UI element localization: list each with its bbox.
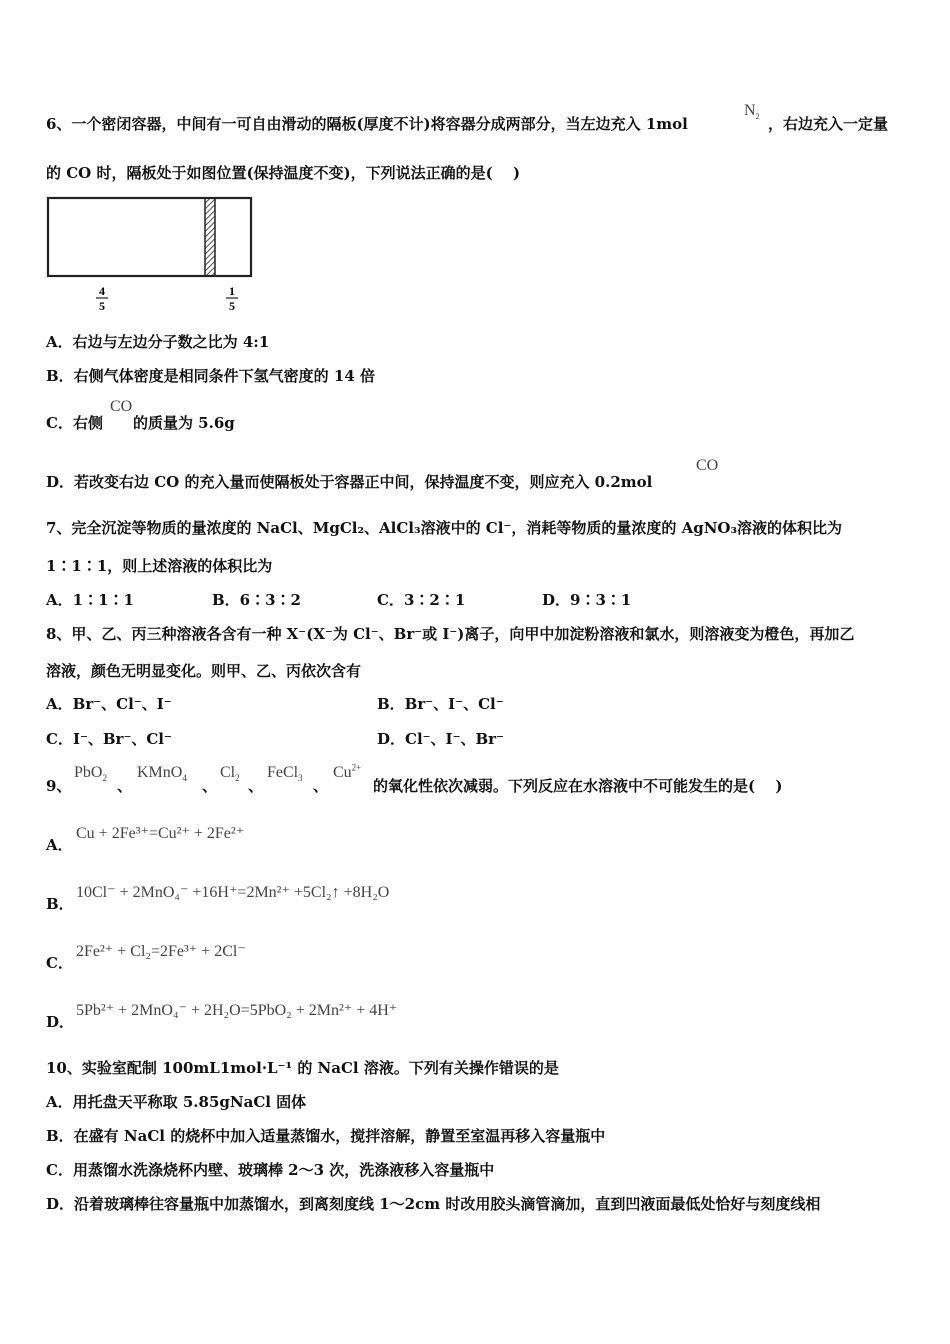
q9-species-cl2: $Cl_2$ [220,764,240,784]
q8-option-a[interactable]: A．Br⁻、Cl⁻、I⁻ [46,695,172,713]
q9-stem-tail: 的氧化性依次减弱。下列反应在水溶液中不可能发生的是( ) [373,777,783,795]
q9-equation-b: 10Cl⁻ + 2MnO₄⁻ +16H⁺=2Mn²⁺ +5Cl₂↑ +8H₂O [76,884,390,901]
q10-option-b[interactable]: B．在盛有 NaCl 的烧杯中加入适量蒸馏水，搅拌溶解，静置至室温再移入容量瓶中 [46,1127,606,1145]
fig-left-den: 5 [99,299,105,313]
fig-right-den: 5 [229,299,235,313]
q7-line2: 1∶1∶1，则上述溶液的体积比为 [46,557,273,575]
q9-species-kmno4: KMnO$_4$ [137,764,187,784]
fig-left-num: 4 [99,284,105,298]
q10-line1: 10、实验室配制 100mL1mol·L⁻¹ 的 NaCl 溶液。下列有关操作错误的是 [46,1059,559,1077]
q9-number: 9、 [46,777,72,795]
q9-species-pbo2: PbO$_2$ [74,764,107,784]
q6-option-b[interactable]: B．右侧气体密度是相同条件下氢气密度的 14 倍 [46,367,375,385]
q9-sep-3: 、 [248,777,264,795]
container-box [48,198,251,276]
q8-option-c[interactable]: C．I⁻、Br⁻、Cl⁻ [46,730,172,748]
q9-equation-a: Cu + 2Fe³⁺=Cu²⁺ + 2Fe²⁺ [76,825,245,842]
q9-equation-c: 2Fe²⁺ + Cl₂=2Fe³⁺ + 2Cl⁻ [76,943,246,960]
q9-option-c[interactable]: C． [46,954,73,972]
q6-option-d-formula: CO [696,457,719,474]
q7-option-b[interactable]: B．6∶3∶2 [212,591,301,609]
q10-option-c[interactable]: C．用蒸馏水洗涤烧杯内壁、玻璃棒 2～3 次，洗涤液移入容量瓶中 [46,1161,495,1179]
q7-option-c[interactable]: C．3∶2∶1 [377,591,466,609]
q6-formula-n2: $N_2$ [744,102,760,122]
q6-line1-end: ，右边充入一定量 [768,115,889,133]
q8-option-b[interactable]: B．Br⁻、I⁻、Cl⁻ [377,695,504,713]
q9-option-a[interactable]: A． [46,836,73,854]
q9-sep-2: 、 [202,777,218,795]
q6-option-c[interactable] [46,413,235,433]
q7-option-a[interactable]: A．1∶1∶1 [46,591,134,609]
q8-option-d[interactable]: D．Cl⁻、I⁻、Br⁻ [377,730,504,748]
q9-option-d[interactable]: D． [46,1013,75,1031]
q6-option-c-post: 的质量为 5.6g [132,414,235,432]
q10-option-d[interactable]: D．沿着玻璃棒往容量瓶中加蒸馏水，到离刻度线 1～2cm 时改用胶头滴管滴加，直到凹液面最低处恰好与刻度线相 [46,1195,821,1213]
q6-option-c-formula: CO [110,398,133,415]
q6-option-c-pre: C．右侧 [46,414,103,432]
q6-line2: 的 CO 时，隔板处于如图位置(保持温度不变)，下列说法正确的是( ) [46,164,521,182]
q6-line1-text: 6、一个密闭容器，中间有一可自由滑动的隔板(厚度不计)将容器分成两部分，当左边充入 1mol [46,115,688,133]
q9-species-fecl3: FeCl$_3$ [267,764,303,784]
q9-sep-4: 、 [313,777,329,795]
q6-option-a[interactable]: A．右边与左边分子数之比为 4:1 [46,333,270,351]
q9-equation-d: 5Pb²⁺ + 2MnO₄⁻ + 2H₂O=5PbO₂ + 2Mn²⁺ + 4H⁺ [76,1002,398,1019]
fig-right-num: 1 [229,284,235,298]
q9-species-cu2: $Cu^{2+}$ [333,762,362,781]
partition [205,198,215,276]
q7-line1: 7、完全沉淀等物质的量浓度的 NaCl、MgCl₂、AlCl₃溶液中的 Cl⁻，消耗等物质的量浓度的 AgNO₃溶液的体积比为 [46,519,843,537]
q8-line1: 8、甲、乙、丙三种溶液各含有一种 X⁻(X⁻为 Cl⁻、Br⁻或 I⁻)离子，向甲中加淀粉溶液和氯水，则溶液变为橙色，再加乙 [46,625,855,643]
q8-line2: 溶液，颜色无明显变化。则甲、乙、丙依次含有 [46,662,362,680]
q7-option-d[interactable]: D．9∶3∶1 [542,591,632,609]
q6-option-d[interactable]: D．若改变右边 CO 的充入量而使隔板处于容器正中间，保持温度不变，则应充入 0.2mol [46,473,653,491]
q6-line1 [46,114,688,134]
q6-container-figure [44,194,258,316]
q9-option-b[interactable]: B． [46,895,74,913]
q10-option-a[interactable]: A．用托盘天平称取 5.85gNaCl 固体 [46,1093,307,1111]
q9-sep-1: 、 [117,777,133,795]
